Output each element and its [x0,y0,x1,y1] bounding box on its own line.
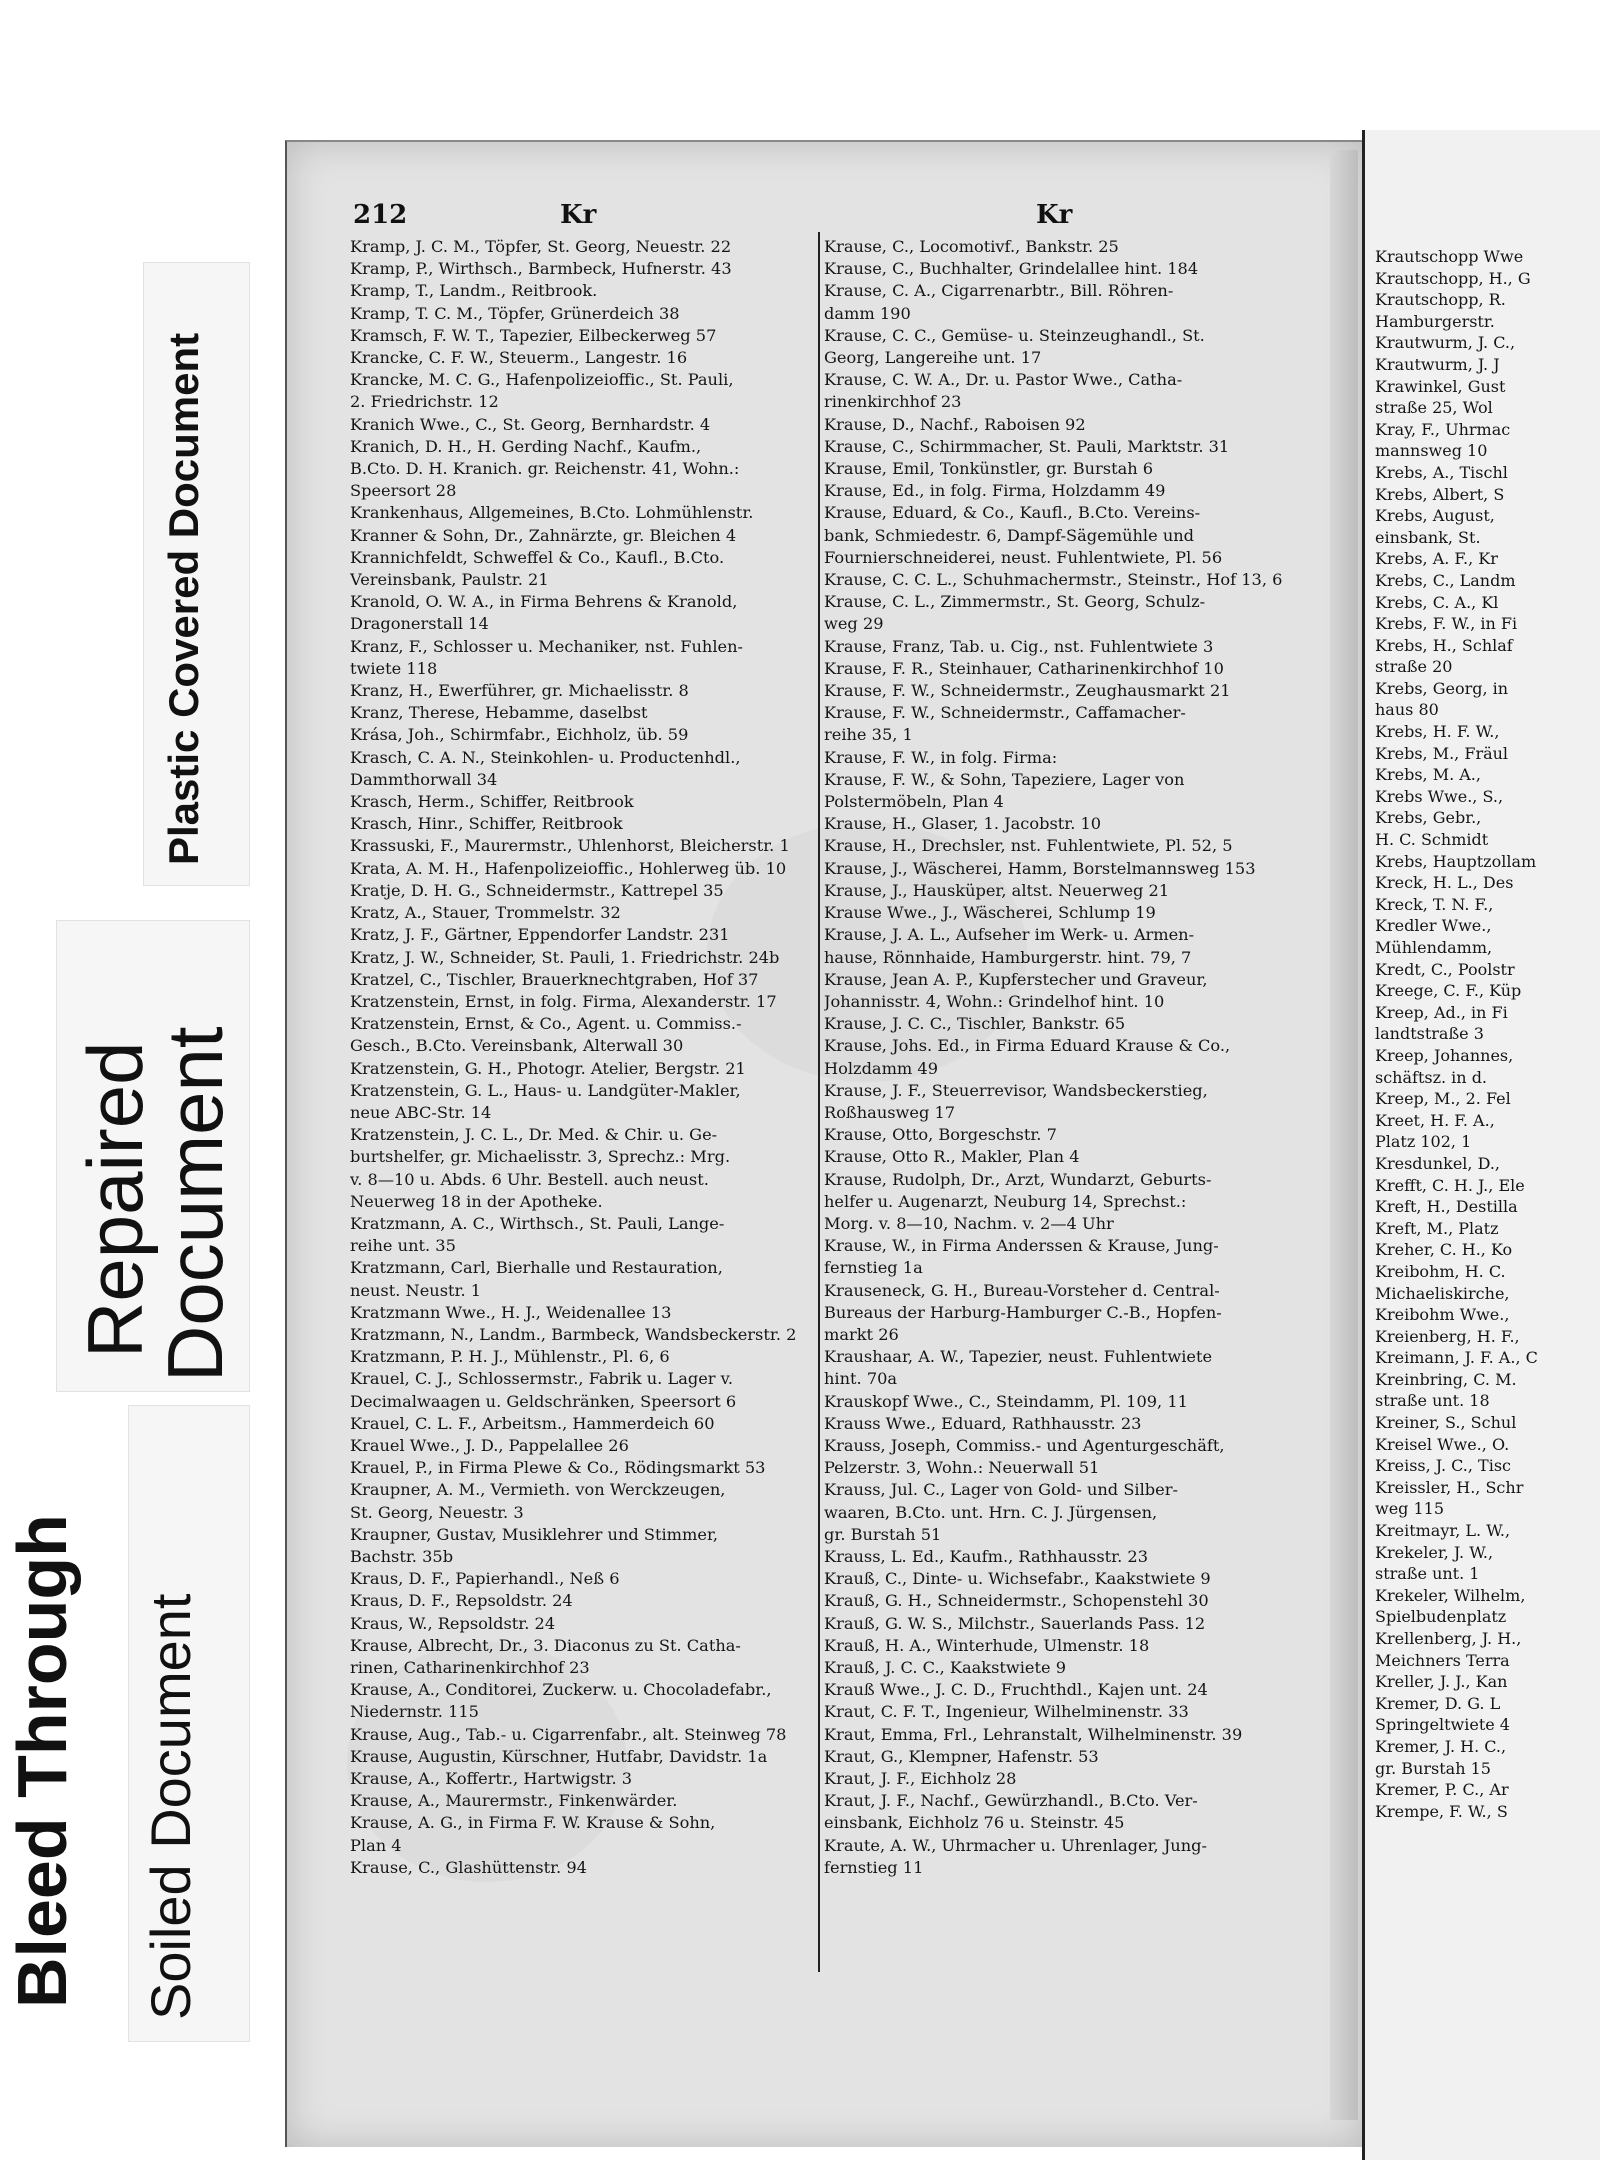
directory-entry-line: Kratzel, C., Tischler, Brauerknechtgraben, Hof 37 [350,969,759,989]
directory-entry-line: Kraut, G., Klempner, Hafenstr. 53 [824,1746,1099,1766]
directory-entry-line: St. Georg, Neuestr. 3 [350,1502,524,1522]
directory-entry-line: Krebs, August, [1375,506,1495,526]
directory-entry-line: Kratz, J. W., Schneider, St. Pauli, 1. Friedrichstr. 24b [350,947,780,967]
directory-entry-line: schäftsz. in d. [1375,1067,1488,1087]
directory-entry-line: Kratz, J. F., Gärtner, Eppendorfer Landstr. 231 [350,925,730,945]
directory-entry-line: Morg. v. 8—10, Nachm. v. 2—4 Uhr [824,1213,1114,1233]
directory-entry-line: H. C. Schmidt [1375,830,1489,850]
directory-entry-line: Krause, Franz, Tab. u. Cig., nst. Fuhlentwiete 3 [824,636,1214,656]
directory-entry-line: Krawinkel, Gust [1375,376,1506,396]
directory-entry-line: Meichners Terra [1375,1650,1510,1670]
directory-entry-line: Kramsch, F. W. T., Tapezier, Eilbeckerweg 57 [350,325,717,345]
directory-entry-line: Kratzmann Wwe., H. J., Weidenallee 13 [350,1302,672,1322]
directory-entry-line: Krata, A. M. H., Hafenpolizeioffic., Hohlerweg üb. 10 [350,858,787,878]
directory-entry-line: Kramp, P., Wirthsch., Barmbeck, Hufnerstr. 43 [350,259,732,279]
directory-entry-line: Krause, Ed., in folg. Firma, Holzdamm 49 [824,481,1166,501]
directory-entry-line: Krebs, A., Tischl [1375,462,1508,482]
directory-entry-line: Krempe, F. W., S [1375,1801,1508,1821]
directory-entry-line: Platz 102, 1 [1375,1132,1472,1152]
directory-entry-line: Krauel, P., in Firma Plewe & Co., Rödingsmarkt 53 [350,1458,766,1478]
directory-entry-line: Kray, F., Uhrmac [1375,419,1511,439]
directory-entry-line: Kreher, C. H., Ko [1375,1240,1513,1260]
directory-entry-line: Johannisstr. 4, Wohn.: Grindelhof hint. 10 [824,991,1165,1011]
header-left: Kr [560,200,597,230]
next-page-fragment [1362,130,1600,2160]
directory-entry-line: Krause, A., Conditorei, Zuckerw. u. Chocoladefabr., [350,1680,772,1700]
directory-entry-line: straße unt. 1 [1375,1564,1480,1584]
directory-entry-line: Vereinsbank, Paulstr. 21 [350,570,549,590]
directory-entry-line: Kranz, H., Ewerführer, gr. Michaelisstr. 8 [350,681,689,701]
directory-entry-line: Krannichfeldt, Schweffel & Co., Kaufl., B.Cto. [350,547,725,567]
directory-entry-line: Krause, A. G., in Firma F. W. Krause & Sohn, [350,1813,716,1833]
label-panel [0,0,290,2177]
directory-entry-line: Krankenhaus, Allgemeines, B.Cto. Lohmühlenstr. [350,503,754,523]
directory-entry-line: twiete 118 [350,658,438,678]
entries-column-next [1375,246,1538,1822]
directory-entry-line: Gesch., B.Cto. Vereinsbank, Alterwall 30 [350,1036,684,1056]
directory-entry-line: Kraut, J. F., Nachf., Gewürzhandl., B.Cto. Ver- [824,1791,1198,1811]
entries-column-right [824,236,1324,1879]
directory-entry-line: Krause, Rudolph, Dr., Arzt, Wundarzt, Geburts- [824,1169,1212,1189]
directory-entry-line: weg 29 [824,614,884,634]
directory-entry-line: hause, Rönnhaide, Hamburgerstr. hint. 79, 7 [824,947,1192,967]
directory-entry-line: damm 190 [824,303,911,323]
directory-entry-line: Krause, C. W. A., Dr. u. Pastor Wwe., Catha- [824,370,1183,390]
directory-entry-line: Krautschopp, H., G [1375,268,1531,288]
soiled-document-label: Soiled Document [139,1593,202,2020]
directory-entry-line: Krauss, L. Ed., Kaufm., Rathhausstr. 23 [824,1546,1149,1566]
directory-entry-line: rinenkirchhof 23 [824,392,962,412]
directory-entry-line: bank, Schmiedestr. 6, Dampf-Sägemühle und [824,525,1195,545]
directory-entry-line: Krause, Emil, Tonkünstler, gr. Burstah 6 [824,459,1154,479]
directory-entry-line: Speersort 28 [350,481,457,501]
directory-entry-line: Krause, A., Maurermstr., Finkenwärder. [350,1791,678,1811]
directory-entry-line: Kraute, A. W., Uhrmacher u. Uhrenlager, Jung- [824,1835,1207,1855]
directory-entry-line: Krause, C., Buchhalter, Grindelallee hint. 184 [824,259,1199,279]
directory-entry-line: Krebs, F. W., in Fi [1375,614,1518,634]
directory-entry-line: Krebs, H., Schlaf [1375,635,1513,655]
directory-entry-line: Kreet, H. F. A., [1375,1110,1495,1130]
directory-entry-line: hint. 70a [824,1369,898,1389]
directory-entry-line: Krause, J., Wäscherei, Hamm, Borstelmannsweg 153 [824,858,1256,878]
directory-entry-line: Fournierschneiderei, neust. Fuhlentwiete, Pl. 56 [824,547,1223,567]
directory-entry-line: Kreisel Wwe., O. [1375,1434,1510,1454]
directory-entry-line: Kranz, F., Schlosser u. Mechaniker, nst. Fuhlen- [350,636,743,656]
directory-entry-line: Kranz, Therese, Hebamme, daselbst [350,703,648,723]
directory-entry-line: straße 25, Wol [1375,398,1493,418]
directory-entry-line: Kratzenstein, G. H., Photogr. Atelier, Bergstr. 21 [350,1058,746,1078]
directory-entry-line: Kratzmann, P. H. J., Mühlenstr., Pl. 6, 6 [350,1347,670,1367]
directory-entry-line: Krellenberg, J. H., [1375,1629,1522,1648]
directory-entry-line: Kreck, T. N. F., [1375,894,1494,914]
directory-entry-line: Kreiner, S., Schul [1375,1413,1517,1433]
directory-entry-line: Kreissler, H., Schr [1375,1477,1524,1497]
directory-entry-line: Krause, C., Glashüttenstr. 94 [350,1857,587,1877]
directory-entry-line: neust. Neustr. 1 [350,1280,482,1300]
directory-entry-line: Kremer, J. H. C., [1375,1736,1507,1756]
directory-entry-line: Krebs, M., Fräul [1375,743,1509,763]
directory-entry-line: Hamburgerstr. [1375,311,1495,331]
directory-entry-line: Dammthorwall 34 [350,769,498,789]
directory-entry-line: Krása, Joh., Schirmfabr., Eichholz, üb. 59 [350,725,689,745]
directory-entry-line: Kranich Wwe., C., St. Georg, Bernhardstr. 4 [350,414,711,434]
directory-entry-line: Kranner & Sohn, Dr., Zahnärzte, gr. Bleichen 4 [350,525,737,545]
directory-entry-line: Kraus, D. F., Papierhandl., Neß 6 [350,1569,620,1589]
directory-entry-line: Kratzenstein, Ernst, in folg. Firma, Alexanderstr. 17 [350,991,777,1011]
directory-entry-line: Krause, J. A. L., Aufseher im Werk- u. Armen- [824,925,1195,945]
directory-entry-line: Kraupner, Gustav, Musiklehrer und Stimmer, [350,1524,719,1544]
directory-entry-line: Kresdunkel, D., [1375,1153,1501,1173]
directory-entry-line: Krause, Augustin, Kürschner, Hutfabr, Davidstr. 1a [350,1746,768,1766]
entries-column-left [350,236,810,1879]
directory-entry-line: Kraus, D. F., Repsoldstr. 24 [350,1591,573,1611]
directory-entry-line: Dragonerstall 14 [350,614,489,634]
directory-entry-line: Krause, C. L., Zimmermstr., St. Georg, Schulz- [824,592,1206,612]
directory-entry-line: mannsweg 10 [1375,441,1488,461]
directory-entry-line: Krause, F. W., & Sohn, Tapeziere, Lager von [824,769,1185,789]
directory-entry-line: Krebs, H. F. W., [1375,722,1500,742]
directory-entry-line: fernstieg 11 [824,1857,924,1877]
directory-entry-line: markt 26 [824,1324,899,1344]
directory-entry-line: Krebs, Albert, S [1375,484,1505,504]
directory-entry-line: Neuerweg 18 in der Apotheke. [350,1191,603,1211]
directory-entry-line: Krause, C., Locomotivf., Bankstr. 25 [824,237,1119,256]
directory-entry-line: weg 115 [1375,1499,1445,1519]
directory-entry-line: Kreep, Ad., in Fi [1375,1002,1508,1022]
directory-entry-line: Kratzmann, Carl, Bierhalle und Restauration, [350,1258,723,1278]
directory-entry-line: Krautschopp Wwe [1375,247,1524,266]
page-edge-strip [1330,150,1358,2120]
directory-entry-line: Krause, Otto, Borgeschstr. 7 [824,1125,1057,1145]
directory-entry-line: Krautschopp, R. [1375,290,1506,310]
directory-entry-line: Kredt, C., Poolstr [1375,959,1515,979]
directory-entry-line: Krancke, M. C. G., Hafenpolizeioffic., St. Pauli, [350,370,734,390]
directory-entry-line: Krause, W., in Firma Anderssen & Krause, Jung- [824,1236,1219,1256]
directory-entry-line: Mühlendamm, [1375,938,1493,957]
directory-entry-line: Kreienberg, H. F., [1375,1326,1520,1346]
directory-entry-line: Krause, H., Glaser, 1. Jacobstr. 10 [824,814,1102,834]
directory-entry-line: v. 8—10 u. Abds. 6 Uhr. Bestell. auch neust. [350,1169,709,1189]
directory-entry-line: Krause, H., Drechsler, nst. Fuhlentwiete, Pl. 52, 5 [824,836,1233,856]
directory-entry-line: reihe unt. 35 [350,1236,456,1256]
directory-entry-line: Krebs, Hauptzollam [1375,851,1537,871]
directory-entry-line: Krause, F. W., Schneidermstr., Zeughausmarkt 21 [824,681,1231,701]
directory-entry-line: Kredler Wwe., [1375,916,1492,936]
page-number: 212 [353,200,408,230]
directory-entry-line: Krauel, C. J., Schlossermstr., Fabrik u. Lager v. [350,1369,734,1389]
repaired-label-line2: Document [151,1026,239,1382]
plastic-covered-label: Plastic Covered Document [160,332,207,865]
directory-entry-line: Kratzenstein, J. C. L., Dr. Med. & Chir. u. Ge- [350,1125,718,1145]
directory-entry-line: Kraut, J. F., Eichholz 28 [824,1769,1017,1789]
directory-entry-line: Kreibohm, H. C. [1375,1261,1506,1281]
directory-entry-line: Kranold, O. W. A., in Firma Behrens & Kranold, [350,592,738,612]
directory-entry-line: Decimalwaagen u. Geldschränken, Speersort 6 [350,1391,737,1411]
directory-entry-line: Krause, Albrecht, Dr., 3. Diaconus zu St. Catha- [350,1635,741,1655]
directory-entry-line: Spielbudenplatz [1375,1607,1507,1627]
directory-entry-line: Krebs, C., Landm [1375,570,1516,590]
directory-entry-line: Kramp, T. C. M., Töpfer, Grünerdeich 38 [350,303,680,323]
directory-entry-line: Krauß, J. C. C., Kaakstwiete 9 [824,1658,1067,1677]
directory-entry-line: neue ABC-Str. 14 [350,1102,492,1122]
directory-entry-line: einsbank, St. [1375,527,1481,547]
directory-entry-line: Kremer, D. G. L [1375,1693,1501,1713]
directory-entry-line: Kreft, H., Destilla [1375,1197,1518,1217]
directory-entry-line: Kratzenstein, G. L., Haus- u. Landgüter-Makler, [350,1080,741,1100]
directory-entry-line: Krause, J. F., Steuerrevisor, Wandsbeckerstieg, [824,1080,1208,1100]
directory-entry-line: Krassuski, F., Maurermstr., Uhlenhorst, Bleicherstr. 1 [350,836,790,856]
directory-entry-line: Krauss Wwe., Eduard, Rathhausstr. 23 [824,1413,1142,1433]
directory-entry-line: Krekeler, Wilhelm, [1375,1585,1526,1605]
directory-entry-line: Michaeliskirche, [1375,1283,1510,1303]
directory-entry-line: Kreitmayr, L. W., [1375,1521,1511,1541]
directory-entry-line: Krekeler, J. W., [1375,1542,1494,1562]
directory-entry-line: Krause, Aug., Tab.- u. Cigarrenfabr., alt. Steinweg 78 [350,1724,787,1744]
directory-entry-line: Krebs, M. A., [1375,765,1481,785]
directory-entry-line: Krause, D., Nachf., Raboisen 92 [824,414,1086,434]
directory-entry-line: Krasch, Hinr., Schiffer, Reitbrook [350,814,623,834]
directory-entry-line: Krause Wwe., J., Wäscherei, Schlump 19 [824,903,1156,923]
directory-entry-line: Krause, J., Hausküper, altst. Neuerweg 21 [824,880,1170,900]
directory-entry-line: gr. Burstah 51 [824,1524,942,1544]
directory-entry-line: Kratz, A., Stauer, Trommelstr. 32 [350,903,621,923]
directory-entry-line: Kreinbring, C. M. [1375,1369,1517,1389]
directory-entry-line: Kratje, D. H. G., Schneidermstr., Kattrepel 35 [350,880,724,900]
directory-entry-line: Krause, C. C., Gemüse- u. Steinzeughandl., St. [824,325,1205,345]
directory-entry-line: Krautwurm, J. C., [1375,333,1516,353]
directory-entry-line: Krauel, C. L. F., Arbeitsm., Hammerdeich 60 [350,1413,715,1433]
directory-entry-line: Plan 4 [350,1835,402,1855]
directory-entry-line: Kreep, M., 2. Fel [1375,1089,1511,1109]
directory-entry-line: Kratzenstein, Ernst, & Co., Agent. u. Commiss.- [350,1014,742,1034]
directory-entry-line: einsbank, Eichholz 76 u. Steinstr. 45 [824,1813,1125,1833]
directory-entry-line: Krause, Jean A. P., Kupferstecher und Graveur, [824,969,1208,989]
directory-entry-line: Krause, Johs. Ed., in Firma Eduard Krause & Co., [824,1036,1231,1056]
directory-entry-line: Roßhausweg 17 [824,1102,956,1122]
directory-entry-line: Krefft, C. H. J., Ele [1375,1175,1525,1195]
directory-entry-line: landtstraße 3 [1375,1024,1484,1044]
directory-entry-line: Krebs, Georg, in [1375,678,1509,698]
directory-entry-line: Polstermöbeln, Plan 4 [824,792,1004,812]
directory-entry-line: Holzdamm 49 [824,1058,939,1078]
directory-entry-line: Kraupner, A. M., Vermieth. von Werckzeugen, [350,1480,726,1500]
directory-entry-line: Krause, F. W., in folg. Firma: [824,747,1058,767]
directory-entry-line: Krause, F. R., Steinhauer, Catharinenkirchhof 10 [824,658,1224,678]
directory-entry-line: 2. Friedrichstr. 12 [350,392,499,412]
directory-entry-line: straße unt. 18 [1375,1391,1490,1411]
directory-entry-line: Bachstr. 35b [350,1546,454,1566]
directory-entry-line: Kraut, C. F. T., Ingenieur, Wilhelminenstr. 33 [824,1702,1189,1722]
directory-entry-line: Kratzmann, N., Landm., Barmbeck, Wandsbeckerstr. 2 [350,1324,797,1344]
directory-entry-line: Kreller, J. J., Kan [1375,1672,1508,1692]
directory-entry-line: gr. Burstah 15 [1375,1758,1491,1778]
directory-entry-line: Niedernstr. 115 [350,1702,479,1722]
directory-entry-line: Kreibohm Wwe., [1375,1305,1510,1325]
directory-entry-line: Kreck, H. L., Des [1375,873,1514,893]
directory-entry-line: Kramp, J. C. M., Töpfer, St. Georg, Neuestr. 22 [350,237,732,256]
directory-entry-line: straße 20 [1375,657,1453,677]
directory-entry-line: Krause, Otto R., Makler, Plan 4 [824,1147,1080,1167]
directory-entry-line: Krauss, Joseph, Commiss.- und Agenturgeschäft, [824,1435,1225,1455]
directory-entry-line: Krebs, C. A., Kl [1375,592,1499,612]
directory-entry-line: Krauel Wwe., J. D., Pappelallee 26 [350,1435,629,1455]
directory-entry-line: Krancke, C. F. W., Steuerm., Langestr. 16 [350,348,688,368]
directory-entry-line: Kreiss, J. C., Tisc [1375,1456,1512,1476]
directory-entry-line: Krause, C. C. L., Schuhmachermstr., Steinstr., Hof 13, 6 [824,570,1283,590]
column-divider [818,232,820,1972]
repaired-label-line1: Repaired [71,1041,159,1358]
directory-entry-line: Krauß Wwe., J. C. D., Fruchthdl., Kajen unt. 24 [824,1680,1208,1700]
directory-entry-line: Krauseneck, G. H., Bureau-Vorsteher d. Central- [824,1280,1220,1300]
directory-entry-line: Krause, F. W., Schneidermstr., Caffamacher- [824,703,1186,723]
directory-entry-line: Kratzmann, A. C., Wirthsch., St. Pauli, Lange- [350,1213,725,1233]
directory-entry-line: Krauß, C., Dinte- u. Wichsefabr., Kaakstwiete 9 [824,1569,1211,1589]
directory-entry-line: rinen, Catharinenkirchhof 23 [350,1658,590,1677]
directory-entry-line: Krebs, A. F., Kr [1375,549,1498,569]
directory-entry-line: Georg, Langereihe unt. 17 [824,348,1042,368]
directory-entry-line: Kraushaar, A. W., Tapezier, neust. Fuhlentwiete [824,1347,1213,1367]
directory-entry-line: Krause, C., Schirmmacher, St. Pauli, Marktstr. 31 [824,436,1230,456]
directory-entry-line: Kreimann, J. F. A., C [1375,1348,1538,1368]
directory-entry-line: Kraut, Emma, Frl., Lehranstalt, Wilhelminenstr. 39 [824,1724,1243,1744]
directory-entry-line: waaren, B.Cto. unt. Hrn. C. J. Jürgensen, [824,1502,1158,1522]
directory-entry-line: Springeltwiete 4 [1375,1715,1510,1735]
directory-entry-line: Krause, Eduard, & Co., Kaufl., B.Cto. Vereins- [824,503,1201,523]
header-right: Kr [1036,200,1073,230]
directory-entry-line: Krebs Wwe., S., [1375,786,1504,806]
directory-entry-line: Kreege, C. F., Küp [1375,981,1522,1001]
directory-entry-line: burtshelfer, gr. Michaelisstr. 3, Sprechz.: Mrg. [350,1147,731,1167]
directory-entry-line: Kramp, T., Landm., Reitbrook. [350,281,598,301]
directory-entry-line: Krautwurm, J. J [1375,354,1500,374]
directory-entry-line: fernstieg 1a [824,1258,923,1278]
directory-entry-line: Krauß, G. H., Schneidermstr., Schopenstehl 30 [824,1591,1209,1611]
directory-entry-line: Kreft, M., Platz [1375,1218,1499,1238]
directory-entry-line: Kranich, D. H., H. Gerding Nachf., Kaufm., [350,436,702,456]
directory-entry-line: Krause, C. A., Cigarrenarbtr., Bill. Röhren- [824,281,1174,301]
bleed-through-label: Bleed Through [3,1514,81,2008]
directory-entry-line: helfer u. Augenarzt, Neuburg 14, Sprechst.: [824,1191,1187,1211]
directory-entry-line: Krauß, H. A., Winterhude, Ulmenstr. 18 [824,1635,1150,1655]
directory-entry-line: reihe 35, 1 [824,725,913,745]
directory-entry-line: Kraus, W., Repsoldstr. 24 [350,1613,556,1633]
directory-entry-line: Pelzerstr. 3, Wohn.: Neuerwall 51 [824,1458,1100,1478]
directory-entry-line: B.Cto. D. H. Kranich. gr. Reichenstr. 41, Wohn.: [350,459,740,479]
directory-entry-line: Kreep, Johannes, [1375,1045,1514,1065]
directory-entry-line: Krauskopf Wwe., C., Steindamm, Pl. 109, 11 [824,1391,1188,1411]
directory-entry-line: Bureaus der Harburg-Hamburger C.-B., Hopfen- [824,1302,1222,1322]
directory-entry-line: Krauß, G. W. S., Milchstr., Sauerlands Pass. 12 [824,1613,1206,1633]
directory-entry-line: haus 80 [1375,700,1439,720]
directory-entry-line: Krasch, Herm., Schiffer, Reitbrook [350,792,634,812]
directory-entry-line: Krebs, Gebr., [1375,808,1482,828]
directory-entry-line: Kremer, P. C., Ar [1375,1780,1509,1800]
directory-entry-line: Krasch, C. A. N., Steinkohlen- u. Productenhdl., [350,747,741,767]
directory-entry-line: Krause, J. C. C., Tischler, Bankstr. 65 [824,1014,1126,1034]
directory-entry-line: Krauss, Jul. C., Lager von Gold- und Silber- [824,1480,1178,1500]
directory-entry-line: Krause, A., Koffertr., Hartwigstr. 3 [350,1769,633,1789]
